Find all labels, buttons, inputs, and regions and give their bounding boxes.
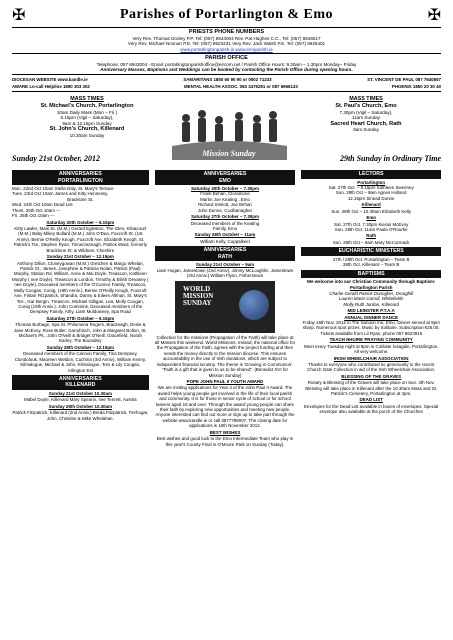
divider — [12, 27, 441, 28]
person-figure — [235, 120, 243, 142]
notice-text: Envelopes for the Dead List available in boxes of envelopes. Special envelope also available at the porch of the Churches — [303, 403, 439, 415]
mass-heading: MASS TIMES — [349, 96, 383, 103]
thumb-text: SUNDAY — [183, 299, 212, 308]
mission-collection-text: Collection for the missions (Propagation of the Faith) will take place at all Masses this weekend. World Missions, Ireland, the national office for the Propagation of the Faith, agrees with the project funding and then sends the money directly to the mission diocese. This ensures accountability in the use of Irish donations, which are subject to independent financial scrutiny. The theme is 'Growing in Communion'. "Faith is a gift that is given to us to be shared". (Benedict XVI for Mission Sunday) — [154, 334, 296, 378]
mission-banner: Mission Sunday — [202, 149, 256, 159]
baptism-intro: We welcome into our Christian Community through Baptism: — [306, 279, 436, 285]
section-header — [155, 170, 296, 185]
church-name: Sacred Heart Church, Rath — [330, 120, 402, 127]
church-name: St. Michael's Church, Portarlington — [40, 102, 134, 109]
anniversary-names: Patrick Fitzpatrick, Killenard (2nd Anniv.) Breda Fitzpatrick, Tierhogar, John, Christine & Mike Whelahan. — [12, 410, 149, 421]
weekday-line: Wed. 24th Oct 10am Dead List — [12, 202, 73, 208]
parish-name: Rath — [366, 233, 377, 239]
baptism-name: Molly Ruth Jordan, Killenard — [343, 301, 399, 307]
parish-name: Emo — [366, 215, 376, 221]
phone-numbers — [12, 29, 441, 52]
lector-line: Sat. 27th Oct. – 6.15pm Kathleen Sweeney — [328, 184, 414, 190]
lector-line: Sun. 28th Oct – 10.30am Elizabeth Kelly — [331, 208, 412, 214]
section-header: LECTORS — [301, 170, 441, 179]
mass-subheading: Saturday 27th October – 6.15pm — [46, 315, 115, 321]
sunday-date: Sunday 21st October, 2012 — [12, 154, 101, 164]
contact-left: AWARE Lo-call Helpline 1890 303 302 — [12, 84, 90, 90]
anniversary-line: Martin Joe Keating , Emo — [200, 196, 250, 202]
lector-line: Sat. 27th Oct. 7.30pm Kieran McEvoy — [334, 221, 409, 227]
phone-line: Very Rev. Thomas Dooley P.P. Tel: (057) 8643004 Rev. Pat Hughes C.C., Tel: (057) 8646517 — [132, 35, 321, 41]
header-line: ANNIVERSARIES — [59, 171, 102, 178]
award-heading: POPE JOHN PAUL II YOUTH AWARD — [186, 378, 264, 384]
header-line: ANNIVERSARIES — [203, 247, 247, 254]
baptism-name: Charlie Gerald Patrick Donogher, Droughill — [329, 290, 414, 296]
anniversary-names: Anthony Dillon, Cloneygowan (M.M.) Gretchen & Margo Whelan, Patrick St., James, Josephine & Patricia Nolan, Patrick (Paul) Murphy, Station Rd, William, Anne & Mai Doyle, Treascon, Kathleen Murphy ( nee Doyle), Treascon & London, Timothy & Eilish Devaney ( nee Doyle), Deceased members of the O'Connor Family, Treascon, Molly Coogan, Conig, (19th Anniv.), Bernie O'Reilly Keogh, Foxcroft Ave, Fintan Fitzpatrick, Shandra, Danny & Eileen Allman, St. Mary's Tce., Gar Bergin, Treascon, Michael Gilligan, Lea, Molly Coogan, Conig (19th Anniv.), John Cummins, Deceased members of the Dempsey Family, Athy, Liam Muldowney, Spa Road — [12, 260, 149, 315]
contact-mid: SAMARITANS 1850 60 90 90 or 0502 71333 — [183, 76, 272, 82]
church-name: St. Paul's Church, Emo — [335, 102, 397, 109]
section-header: EUCHARISTIC MINISTERS — [301, 247, 441, 256]
content-columns — [12, 170, 441, 447]
mass-times-right — [291, 96, 441, 132]
award-text: We are inviting applications for Year 4 of the John Paul II Award. The award helps young people get involved in the life of their local parish and community. It is for those in senior cycle of school or for school leavers aged 16 and over. Through the award young people can share their faith by exploring new opportunities and meeting new people. Anyone interested can find out more or sign up to take part through the website www.kandle.ie or call 0877788007. The closing date for applications is 16th November 2012. — [155, 385, 295, 429]
thumb-text: WORLD — [183, 284, 211, 293]
divider — [12, 91, 441, 92]
divider — [12, 74, 441, 75]
weekday-line: Thurs. 25th Oct 10am --- — [12, 207, 61, 213]
notice-heading: MID LEINSTER P.T.A.A — [347, 308, 395, 314]
anniversary-names: Liam Hogan, Jamestown (2nd Anniv), Jimmy McLoughlin, Jamestown (3rd Anniv.) William Flynn, Fisherstown — [156, 267, 294, 279]
sunday-ordinary: 29th Sunday in Ordinary Time — [339, 154, 441, 164]
person-figure — [198, 118, 206, 142]
minister-line: 27th / 28th Oct. Portarlington – Team B — [332, 256, 410, 262]
notice-text: Thanks to everyone who contributed so generously to the recent Church Gate Collection in aid of the Irish Wheelchair Association. — [307, 361, 436, 373]
mass-subheading: Sunday 28th October – 11am — [194, 232, 256, 238]
person-figure — [235, 112, 243, 120]
mass-line: 7.30pm (Vigil – Saturday), — [339, 109, 393, 115]
globe-icon — [239, 290, 269, 320]
best-wishes-text: Best wishes and good luck to the Emo Intermediate Team who play in this year's County Final in O'Moore Park on Sunday (Today). — [156, 436, 294, 447]
phone-line: Very Rev. Michael Noonan P.E. Tel: (057) 8623431 Very Rev. Jack Walsh P.E. Tel: (057) 8626401 — [127, 41, 326, 47]
mass-subheading: Sunday 21st October – 9am — [195, 262, 255, 268]
person-figure — [253, 115, 261, 123]
office-note: Anniversary Masses, Baptisms and Weddings can be booked by contacting the Parish Office during opening hours. — [100, 67, 353, 73]
church-name: St. John's Church, Killenard — [49, 126, 125, 133]
contacts-row — [12, 83, 441, 90]
parish-name: Portarlington — [357, 179, 386, 185]
mass-subheading: Sunday 21st October – 12.15pm — [46, 254, 114, 260]
anniversary-line: Family, Emo — [212, 226, 238, 232]
person-figure — [182, 122, 190, 142]
lector-line: 12.15pm Sinead Dunne — [347, 195, 395, 201]
world-mission-sunday-image — [175, 281, 275, 333]
header-line: RATH — [218, 253, 233, 260]
office-line: Telephone: 057 8643004 - Email: portarlingtonparishoffice@eircom.net / Parish Office Hours: 9.30am – 1.30pm Monday– Friday — [96, 61, 357, 67]
section-header: BAPTISMS — [301, 270, 441, 279]
weekday-line: Mon. 22nd Oct 10am Stella Daly, St. Mary's Terrace — [12, 186, 114, 192]
weekday-line: Bracklone St. — [67, 196, 94, 202]
mass-line: 9am Sunday — [353, 127, 379, 133]
anniversary-line: Frank Behan, Cloramone — [200, 191, 250, 197]
person-figure — [182, 114, 190, 122]
parish-name: Portarlington Parish — [349, 285, 393, 291]
mission-sunday-illustration — [172, 100, 287, 160]
mass-times-left — [12, 96, 162, 138]
anniversary-line: Richard Simlott, Joe Behan — [198, 202, 252, 208]
mass-subheading: Sunday 28th October 10.30am — [48, 403, 113, 409]
person-figure — [269, 119, 277, 142]
website-links[interactable]: www.portarlingtonparish.ie www.emoparish.ie — [180, 46, 273, 52]
baptism-name: Lauren Marie Carroll, Whitefields — [338, 296, 404, 302]
page-title: Parishes of Portarlington & Emo — [119, 6, 334, 22]
parish-name: Killenard — [361, 202, 381, 208]
divider — [12, 53, 441, 54]
contacts-row — [12, 76, 441, 83]
mass-subheading: Sunday 21st October 10.30am — [48, 390, 112, 396]
anniversary-names: Kitty Lawler, Main St. (M.M.) Gerard Egleston, The Glen, Kilnacourt (M.M.) Baby Mikey Bollard (M.M.) John O'Dea, Foxcroft St. (1st Anniv), Bernie O'Reilly Keogh, Foxcroft Ave, Elizabeth Keogh, St. Patrick's Tce, Stephen Ryan, Tinnecrannagh, Patrick Ward, formerly Bracklone St. & Wildnes, Cheshire — [13, 226, 147, 253]
minister-line: 28th Oct. Killenard – Team B — [342, 262, 400, 268]
anniversary-names: Thomas Burbage, Spa St. Philomena Rogers, Bracknagh, Denis & Jane McEvoy, Rose Butler, Garryhinch, John & Margaret Bolton, St. Michael's Pk., John O'Neill & Bridget O'Neill, Gracefield, Norah Earley, The Boundary — [13, 322, 147, 344]
mass-subheading: Sunday 28th October – 12.15pm — [46, 344, 114, 350]
contact-right: PHOENIX 1850 20 30 40 — [391, 84, 441, 90]
best-wishes-heading: BEST WISHES — [209, 429, 241, 435]
mass-heading: MASS TIMES — [70, 96, 104, 103]
contact-right: ST. VINCENT DE PAUL 087 7640557 — [367, 76, 441, 82]
notice-heading: TEACH NHUIRE PRAYING COMMUNITY — [329, 337, 413, 343]
person-figure — [253, 123, 261, 142]
phone-heading: PRIESTS PHONE NUMBERS — [188, 29, 265, 35]
section-header — [155, 246, 296, 261]
notice-heading: BLESSING OF THE GRAVES — [341, 373, 402, 379]
contact-mid: MENTAL HEALTH ASSOC. 083 3476291 or 087 6966133 — [183, 84, 298, 90]
lector-line: Sun. 28th Oct. 11am Paula O'Rourke — [334, 226, 408, 232]
lector-line: Sun. 28th Oct – 9am Agnes Holland — [335, 190, 407, 196]
section-header — [12, 375, 149, 390]
mass-subheading: Saturday 20th October – 6.15pm — [46, 219, 115, 225]
anniversary-line: Deceased members of the Keating — [190, 220, 260, 226]
thumb-text: MISSION — [183, 291, 214, 300]
person-figure — [215, 124, 223, 142]
weekday-line: Fri. 26th Oct 10am --- — [12, 213, 55, 219]
office-heading: PARISH OFFICE — [205, 55, 248, 62]
parish-office — [12, 55, 441, 73]
header-line: EMO — [219, 177, 231, 184]
mass-line: 11am Sunday — [351, 115, 380, 121]
mass-line: 10.30am Sunday — [69, 132, 105, 138]
header-line: PORTARLINGTON — [57, 177, 103, 184]
contact-left: DIOCESAN WEBSITE www.kandle.ie — [12, 76, 88, 82]
person-figure — [215, 116, 223, 124]
anniversary-names: Mabel Doyle, Killenard Mary Spearin, nee Tenrett, Austria — [24, 397, 137, 403]
notice-text: Friday 16th Nov. 2012 in The Sandon Inn, Emo. Dinner served at 9pm sharp. Numerous spot prizes. Music by Solitaire. Subscription €25.00. Tickets available from Lil Ryan, phone 057 8623919 — [302, 320, 440, 336]
mass-line: 6.15pm (Vigil – Saturday), — [60, 115, 114, 121]
notice-heading: IRISH WHEELCHAIR ASSOCIATION — [333, 355, 409, 361]
person-figure — [269, 111, 277, 119]
cross-icon: ✠ — [12, 5, 26, 24]
lector-line: Sun. 28th Oct – 9am Mary McCormack — [332, 239, 410, 245]
header-line: ANNIVERSARIES — [59, 375, 102, 382]
header-line: KILLENARD — [65, 382, 96, 389]
mass-line: 10am Daily Mass (Mon – Fri.) — [56, 109, 118, 115]
notice-text: Rosary & Blessing of the Graves will take place on Sun. 4th Nov. Blessing will take place in Killenard after the 10.30am Mass and St. Patrick's Cemetery, Portarlington at 3pm. — [305, 380, 438, 397]
person-figure — [198, 110, 206, 118]
cross-icon: ✠ — [427, 5, 441, 24]
anniversary-names: Deceased members of the Cannon Family, Tina Dempsey, Clondolouk, Maureen Weldon, Cuchina (3rd Anniv), William Kenny, Kilmalogue, Michael & John, Kilmalogue, Tom & Lily Coogan, Arlington Est — [14, 351, 146, 373]
notice-subheading: ANNUAL DINNER DANCE — [344, 314, 399, 320]
section-header — [12, 170, 149, 185]
header — [12, 4, 441, 26]
notice-heading: DEAD LIST — [359, 397, 383, 403]
anniversary-line: William Kelly, Coppalkeel — [200, 238, 250, 244]
header-line: ANNIVERSARIES — [203, 171, 247, 178]
mass-line: 9am & 12.15pm Sunday — [62, 120, 112, 126]
column-left — [12, 170, 149, 447]
column-middle — [155, 170, 296, 447]
mass-times — [12, 96, 441, 168]
notice-text: Meet every Tuesday night at 8pm in Coláiste Íosagáin, Portarlington. All very welcome. — [303, 343, 439, 355]
weekday-line: Tues. 23rd Oct 10am James and Kitty Hennessy, — [12, 191, 109, 197]
anniversary-line: John Dunne, Coolbanagher — [197, 207, 253, 213]
column-right — [301, 170, 441, 447]
mass-subheading: Saturday 20th October – 7.30pm — [191, 186, 259, 192]
mass-subheading: Saturday 27th October – 7.30pm — [191, 214, 259, 220]
